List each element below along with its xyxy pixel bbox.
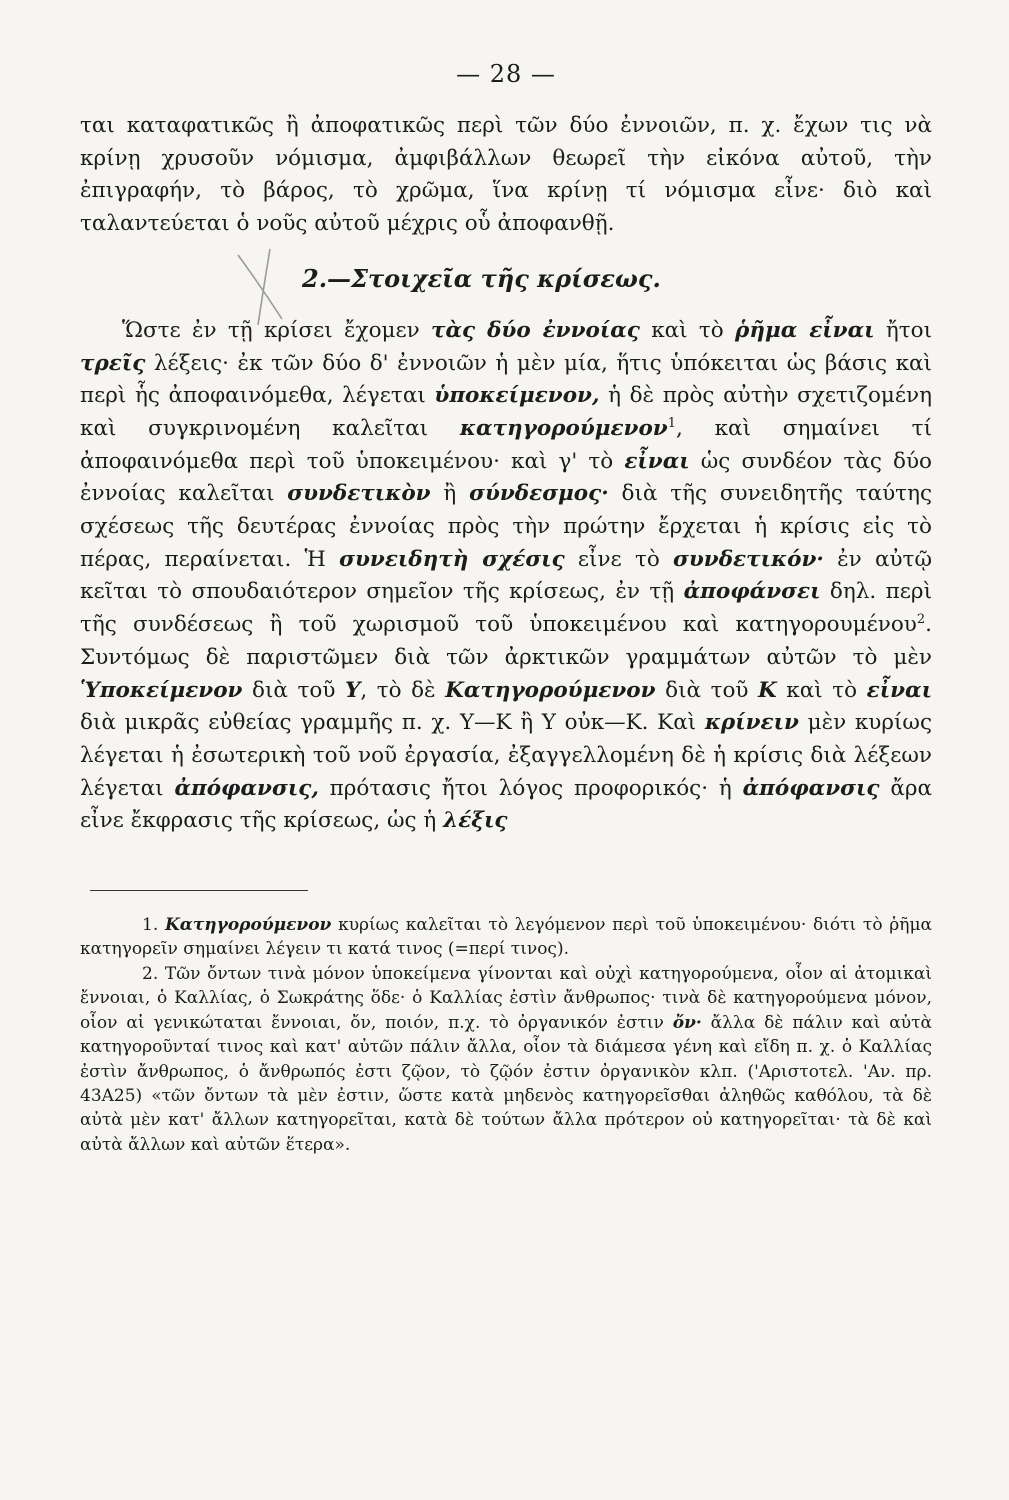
- term-judge: κρίνειν: [704, 710, 799, 736]
- term-predicate-capital: Κατηγορούμενον: [445, 677, 656, 703]
- term-einai: εἶναι: [624, 448, 690, 474]
- page-number: — 28 —: [456, 60, 556, 88]
- term-conscious-relation: συνειδητὴ σχέσις: [339, 546, 565, 572]
- term-copulative-2: συνδετικόν·: [673, 546, 824, 572]
- footnote-divider: [90, 890, 308, 891]
- footnote-1: 1. Κατηγορούμενον κυρίως καλεῖται τὸ λεγόμενον περὶ τοῦ ὑποκειμένου· διότι τὸ ῥῆμα κατηγορεῖν σημαίνει λέγειν τι κατά τινος (=περί τινος).: [80, 915, 932, 960]
- section-heading-text: 2.—Στοιχεῖα τῆς κρίσεως.: [302, 263, 661, 293]
- term-predicate: κατηγορούμενον: [459, 415, 668, 441]
- term-subject-capital: Ὑποκείμενον: [80, 677, 243, 703]
- term-verb-einai: ῥῆμα εἶναι: [735, 317, 875, 343]
- term-apophansis-2: ἀπόφανσις: [742, 775, 880, 801]
- term-three: τρεῖς: [80, 350, 146, 376]
- term-apophansis: ἀπόφανσις,: [174, 775, 319, 801]
- footnote-1-number: 1.: [142, 915, 159, 936]
- term-assertion: ἀποφάνσει: [683, 579, 821, 605]
- term-two-concepts: τὰς δύο ἐννοίας: [431, 317, 640, 343]
- term-letter-k: Κ: [758, 677, 777, 703]
- section-heading: [80, 263, 932, 295]
- footnote-ref-1: 1: [667, 415, 677, 431]
- main-paragraph: Ὥστε ἐν τῇ κρίσει ἔχομεν τὰς δύο ἐννοίας καὶ τὸ ῥῆμα εἶναι ἤτοι τρεῖς λέξεις· ἐκ τῶν δύο δ' ἐννοιῶν ἡ μὲν μία, ἥτις ὑπόκειται ὡς βάσις καὶ περὶ ἧς ἀποφαινόμεθα, λέγεται ὑποκείμενον, ἡ δὲ πρὸς αὐτὴν σχετιζομένη καὶ συγκρινομένη καλεῖται κατηγορούμενον$^1$, καὶ σημαίνει τί ἀποφαινόμεθα περὶ τοῦ ὑποκειμένου· καὶ γ' τὸ εἶναι ὡς συνδέον τὰς δύο ἐννοίας καλεῖται συνδετικὸν ἢ σύνδεσμος· διὰ τῆς συνειδητῆς ταύτης σχέσεως τῆς δευτέρας ἐννοίας πρὸς τὴν πρώτην ἔρχεται ἡ κρίσις εἰς τὸ πέρας, περαίνεται. Ἡ συνειδητὴ σχέσις εἶνε τὸ συνδετικόν· ἐν αὐτῷ κεῖται τὸ σπουδαιότερον σημεῖον τῆς κρίσεως, ἐν τῇ ἀποφάνσει δηλ. περὶ τῆς συνδέσεως ἢ τοῦ χωρισμοῦ τοῦ ὑποκειμένου καὶ κατηγορουμένου$^2$. Συντόμως δὲ παριστῶμεν διὰ τῶν ἀρκτικῶν γραμμάτων αὐτῶν τὸ μὲν Ὑποκείμενον διὰ τοῦ Υ, τὸ δὲ Κατηγορούμενον διὰ τοῦ Κ καὶ τὸ εἶναι διὰ μικρᾶς εὐθείας γραμμῆς π. χ. Υ—Κ ἢ Υ οὐκ—Κ. Καὶ κρίνειν μὲν κυρίως λέγεται ἡ ἐσωτερικὴ τοῦ νοῦ ἐργασία, ἐξαγγελλομένη δὲ ἡ κρίσις διὰ λέξεων λέγεται ἀπόφανσις, πρότασις ἤτοι λόγος προφορικός· ἡ ἀπόφανσις ἄρα εἶνε ἔκφρασις τῆς κρίσεως, ὡς ἡ λέξις: [80, 317, 932, 834]
- term-copulative: συνδετικὸν: [287, 481, 431, 507]
- book-page: [80, 60, 932, 1157]
- pencil-mark-icon: [230, 245, 290, 329]
- term-subject: ὑποκείμενον,: [434, 383, 600, 409]
- term-copula: σύνδεσμος·: [469, 481, 609, 507]
- footnote-2: 2. Τῶν ὄντων τινὰ μόνον ὑποκείμενα γίνονται καὶ οὐχὶ κατηγορούμενα, οἷον αἱ ἀτομικαὶ ἔννοιαι, ὁ Καλλίας, ὁ Σωκράτης ὅδε· ὁ Καλλίας ἐστὶν ἄνθρωπος· τινὰ δὲ κατηγορούμενα μόνον, οἷον αἱ γενικώταται ἔννοιαι, ὄν, ποιόν, π.χ. τὸ ὀργανικόν ἐστιν ὄν· ἄλλα δὲ πάλιν καὶ αὐτὰ κατηγοροῦνταί τινος καὶ κατ' αὐτῶν πάλιν ἄλλα, οἷον τὰ διάμεσα γένη καὶ εἴδη π. χ. ὁ Καλλίας ἐστὶν ἄνθρωπος, ὁ ἄνθρωπός ἐστι ζῷον, τὸ ζῷόν ἐστιν ὀργανικὸν κλπ. ('Αριστοτελ. 'Αν. πρ. 43Α25) «τῶν ὄντων τὰ μὲν ἐστιν, ὥστε κατὰ μηδενὸς κατηγορεῖσθαι ἀληθῶς καθόλου, τὰ δὲ αὐτὰ μὲν κατ' ἄλλων κατηγορεῖται, κατὰ δὲ τούτων ἄλλα πρότερον οὐ κατηγορεῖται· τὰ δὲ καὶ αὐτὰ ἄλλων καὶ αὐτῶν ἕτερα».: [80, 963, 933, 1155]
- term-einai-2: εἶναι: [866, 677, 932, 703]
- term-word: λέξις: [443, 808, 508, 834]
- footnote-2-number: 2.: [142, 963, 159, 984]
- paragraph-continuation: ται καταφατικῶς ἢ ἀποφατικῶς περὶ τῶν δύο ἐννοιῶν, π. χ. ἔχων τις νὰ κρίνῃ χρυσοῦν νόμισμα, ἀμφιβάλλων θεωρεῖ τὴν εἰκόνα αὐτοῦ, τὴν ἐπιγραφήν, τὸ βάρος, τὸ χρῶμα, ἵνα κρίνῃ τί νόμισμα εἶνε· διὸ καὶ ταλαντεύεται ὁ νοῦς αὐτοῦ μέχρις οὗ ἀποφανθῇ.: [80, 113, 932, 237]
- term-letter-y: Υ: [344, 677, 361, 703]
- footnote-ref-2: 2: [916, 611, 926, 627]
